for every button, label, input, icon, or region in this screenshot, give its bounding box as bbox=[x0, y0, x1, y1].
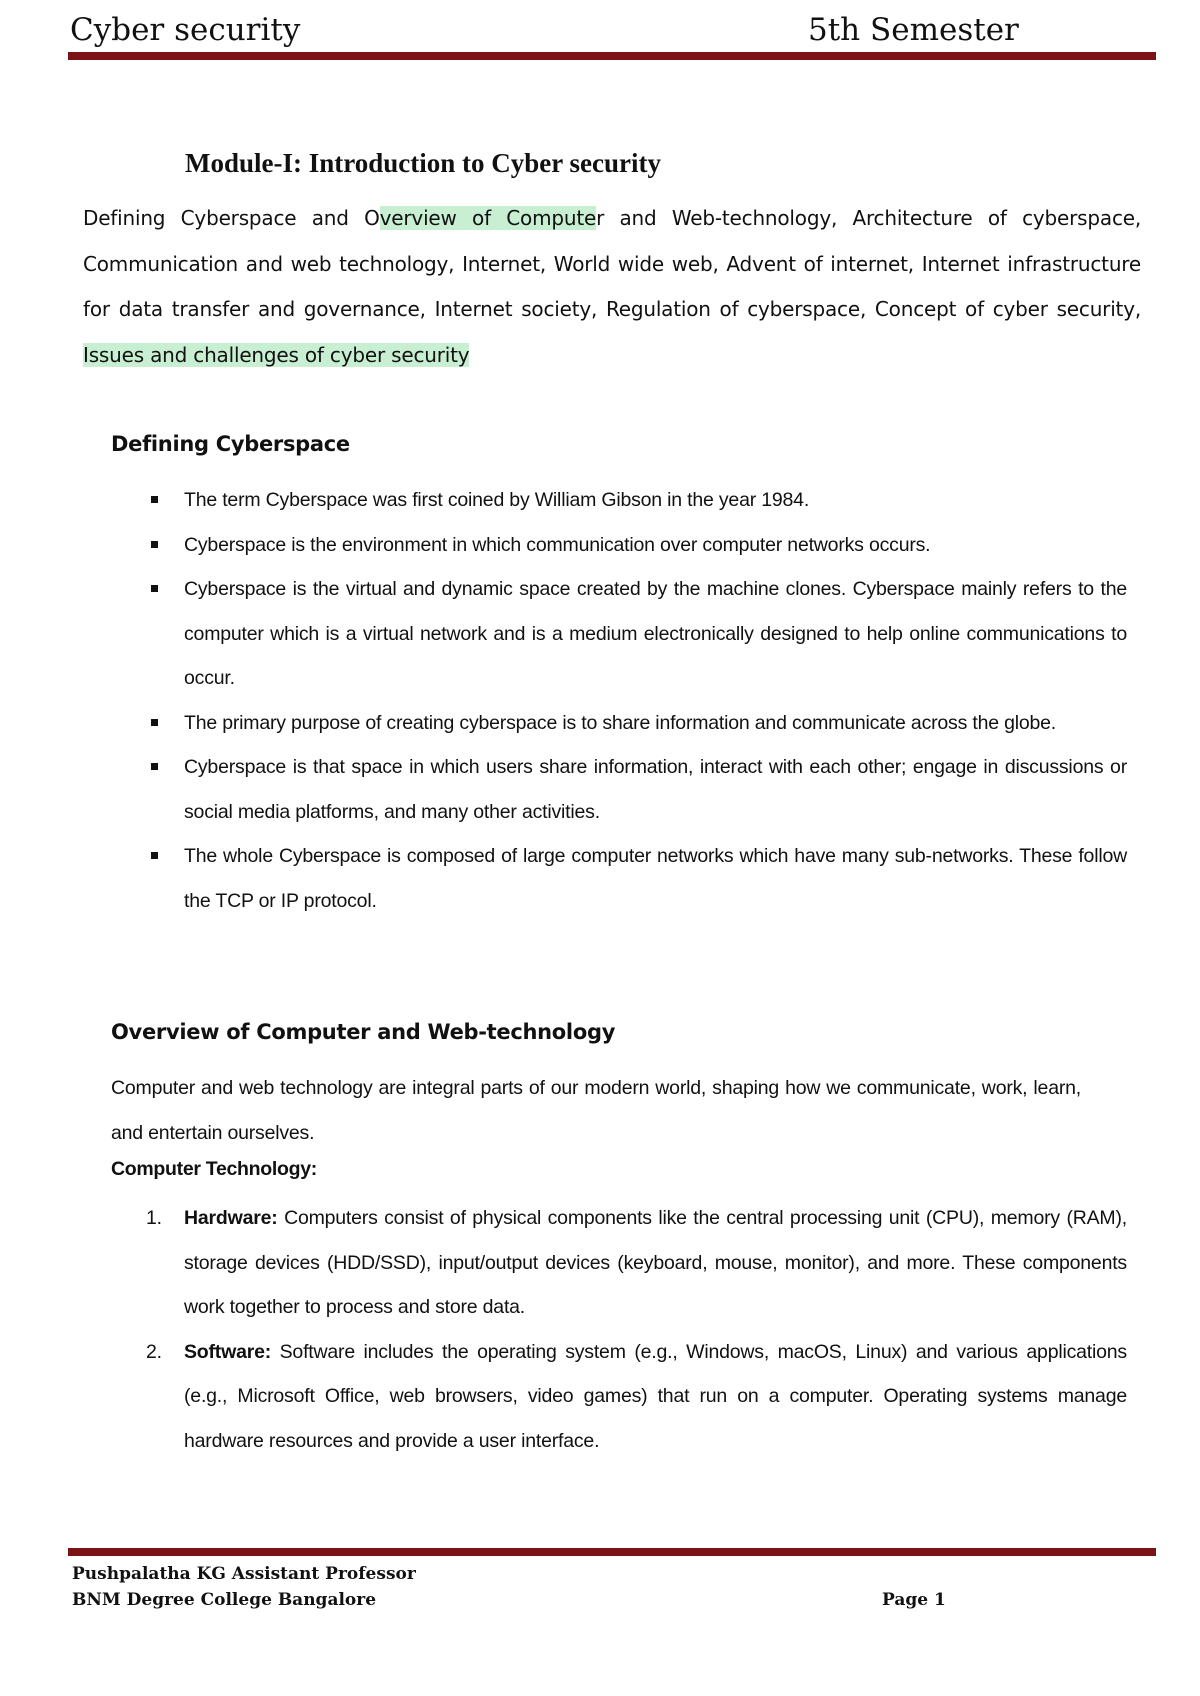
square-bullet-icon bbox=[151, 852, 158, 859]
item-number: 2. bbox=[146, 1340, 162, 1363]
bullet-item bbox=[111, 478, 1127, 523]
section-title-overview: Overview of Computer and Web-technology bbox=[111, 1020, 616, 1044]
footer-institution: BNM Degree College Bangalore bbox=[72, 1590, 377, 1610]
syllabus-highlight-1: verview of Compute bbox=[379, 206, 597, 230]
syllabus-text-1: Defining Cyberspace and O bbox=[83, 206, 380, 230]
bullet-item bbox=[111, 567, 1127, 701]
square-bullet-icon bbox=[151, 496, 158, 503]
bullet-text: Cyberspace is that space in which users share information, interact with each other; engage in discussions or social media platforms, and many other activities. bbox=[184, 756, 1127, 823]
numbered-item bbox=[111, 1196, 1127, 1330]
item-text: Software includes the operating system (e.g., Windows, macOS, Linux) and various applications (e.g., Microsoft Office, web browsers, video games) that run on a computer. Operating systems manage hardware resources and provide a user interface. bbox=[184, 1340, 1127, 1452]
square-bullet-icon bbox=[151, 719, 158, 726]
item-number: 1. bbox=[146, 1207, 162, 1229]
numbered-item bbox=[111, 1330, 1127, 1464]
module-title: Module-I: Introduction to Cyber security bbox=[185, 148, 661, 178]
header-semester: 5th Semester bbox=[808, 12, 1019, 48]
header-rule bbox=[68, 52, 1156, 60]
module-syllabus-paragraph bbox=[83, 196, 1141, 378]
bullet-item bbox=[111, 834, 1127, 923]
item-label: Hardware: bbox=[184, 1207, 278, 1229]
bullet-text: Cyberspace is the environment in which communication over computer networks occurs. bbox=[184, 533, 931, 556]
computer-technology-list bbox=[111, 1196, 1127, 1463]
syllabus-highlight-2: Issues and challenges of cyber security bbox=[83, 342, 470, 367]
bullet-item bbox=[111, 745, 1127, 834]
item-text: Computers consist of physical components like the central processing unit (CPU), memory (RAM), storage devices (HDD/SSD), input/output devices (keyboard, mouse, monitor), and more. These components work together to process and store data. bbox=[184, 1207, 1127, 1318]
bullet-text: The term Cyberspace was first coined by William Gibson in the year 1984. bbox=[184, 489, 810, 511]
bullet-text: The primary purpose of creating cyberspace is to share information and communicate across the globe. bbox=[184, 711, 1057, 734]
bullet-text: Cyberspace is the virtual and dynamic space created by the machine clones. Cyberspace mainly refers to the computer which is a virtual network and is a medium electronically designed to help online communications to occur. bbox=[184, 578, 1127, 689]
overview-intro-paragraph: Computer and web technology are integral parts of our modern world, shaping how we communicate, work, learn, and entertain ourselves. bbox=[111, 1077, 1081, 1144]
square-bullet-icon bbox=[151, 585, 158, 592]
defining-cyberspace-bullet-list bbox=[111, 478, 1127, 923]
item-label: Software: bbox=[184, 1340, 272, 1363]
bullet-text: The whole Cyberspace is composed of large computer networks which have many sub-networks. These follow the TCP or IP protocol. bbox=[184, 845, 1127, 912]
section-title-defining-cyberspace: Defining Cyberspace bbox=[111, 432, 350, 456]
bullet-item bbox=[111, 701, 1127, 746]
footer-rule bbox=[68, 1548, 1156, 1556]
syllabus-text-2: r and Web-technology, Architecture of cyberspace, Communication and web technology, Internet, World wide web, Advent of internet, Internet infrastructure for data transfer and governance, Internet society, Regulation of cyberspace, Concept of cyber security, bbox=[83, 206, 1142, 321]
bullet-item bbox=[111, 523, 1127, 568]
square-bullet-icon bbox=[151, 763, 158, 770]
footer-author: Pushpalatha KG Assistant Professor bbox=[72, 1564, 416, 1584]
page-number: Page 1 bbox=[882, 1590, 946, 1610]
computer-technology-heading: Computer Technology: bbox=[111, 1158, 317, 1180]
header-course-title: Cyber security bbox=[70, 12, 301, 48]
square-bullet-icon bbox=[151, 541, 158, 548]
